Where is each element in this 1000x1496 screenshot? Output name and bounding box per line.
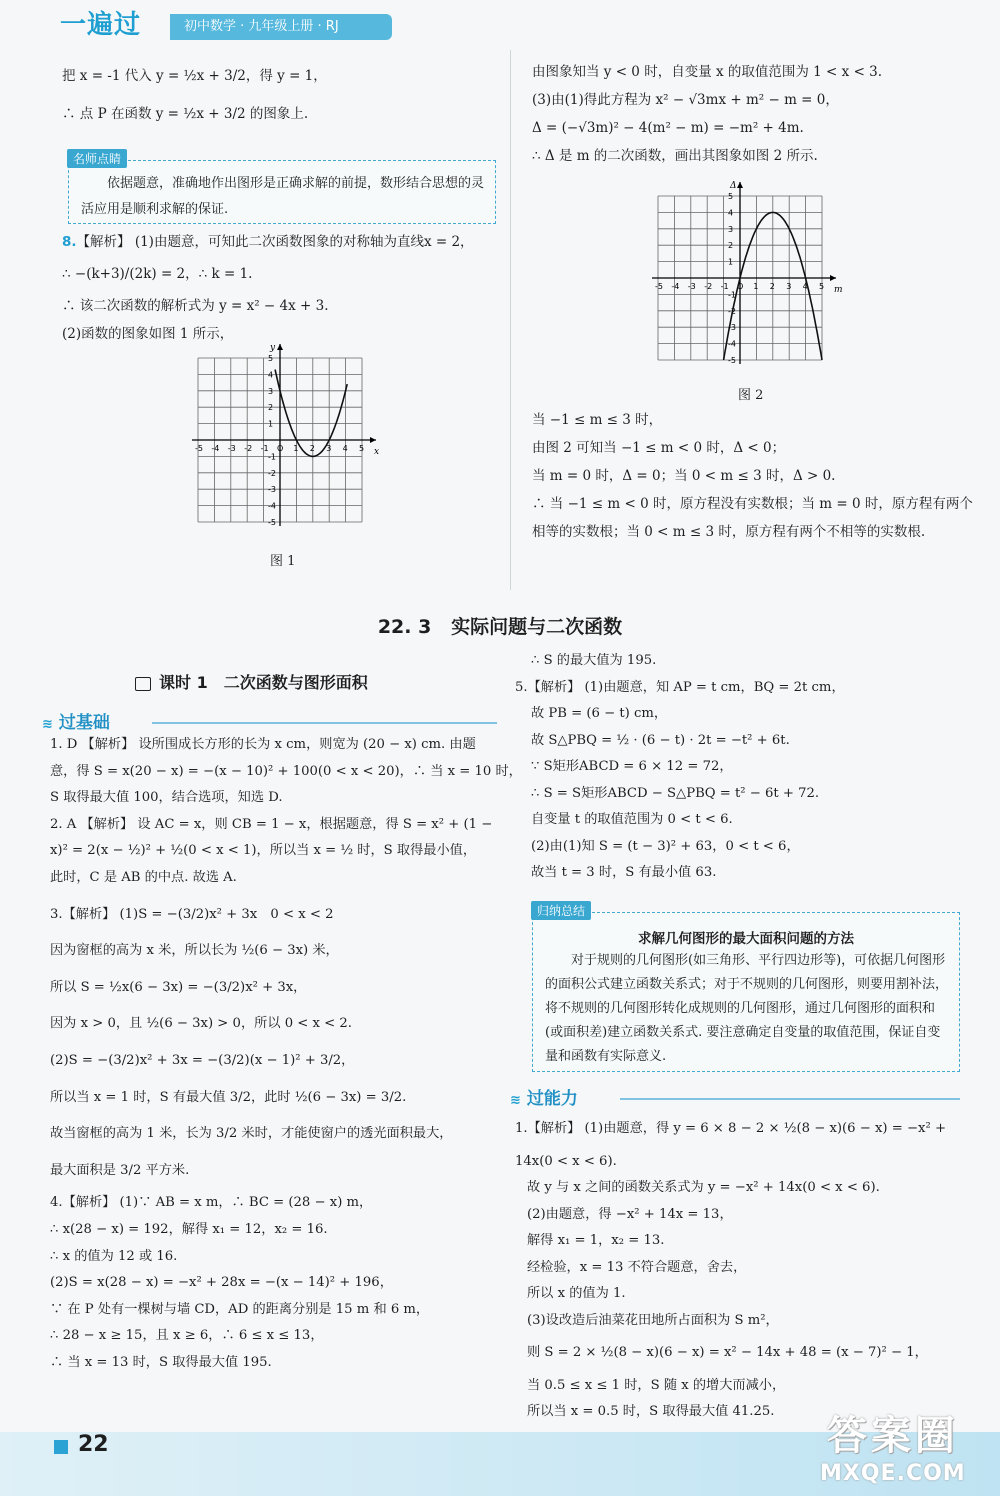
text-line: ∵ S矩形ABCD = 6 × 12 = 72， (531, 759, 733, 774)
y-tick-label: 5 (728, 192, 734, 201)
x-tick-label: 4 (342, 444, 348, 453)
y-axis-label: y (270, 343, 276, 353)
y-tick-label: 3 (268, 386, 274, 396)
y-tick-label: 1 (268, 419, 274, 429)
y-tick-label: 4 (268, 370, 274, 380)
text-line: ∴ 该二次函数的解析式为 y = x² − 4x + 3. (62, 298, 329, 314)
text-line: 相等的实数根；当 0 < m ≤ 3 时，原方程有两个不相等的实数根. (532, 524, 926, 540)
text-line: 所以当 x = 1 时，S 有最大值 3/2，此时 ½(6 − 3x) = 3/2. (50, 1089, 407, 1105)
text-line: 因为窗框的高为 x 米，所以长为 ½(6 − 3x) 米， (50, 943, 339, 959)
y-tick-label: -5 (728, 356, 736, 365)
text-line: (2)函数的图象如图 1 所示， (62, 326, 234, 342)
lesson-label: 课时 1 二次函数与图形面积 (159, 673, 368, 692)
y-tick-label: -2 (728, 306, 736, 316)
section-name: 实际问题与二次函数 (451, 616, 623, 638)
y-tick-label: -3 (728, 323, 736, 333)
x-tick-label: -3 (227, 444, 236, 453)
text-line: ∴ S 的最大值为 195. (531, 653, 657, 668)
text-line: ∴ x(28 − x) = 192，解得 x₁ = 12，x₂ = 16. (50, 1221, 328, 1237)
right-ability-text (515, 1116, 946, 1426)
ability-label: 过能力 (526, 1089, 578, 1109)
text-line: 自变量 t 的取值范围为 0 < t < 6. (531, 812, 733, 827)
x-tick-label: -5 (195, 444, 203, 453)
x-axis-label: x (374, 447, 380, 457)
text-line: 解得 x₁ = 1，x₂ = 13. (527, 1233, 665, 1248)
bar-line (620, 1098, 960, 1100)
page-number: 22 (78, 1432, 109, 1457)
x-tick-label: 5 (819, 282, 825, 291)
x-tick-label: -2 (704, 282, 713, 291)
right-top-text (532, 58, 882, 170)
basics-label: 过基础 (58, 713, 110, 733)
y-tick-label: -1 (728, 290, 736, 300)
y-tick-label: 4 (728, 208, 734, 218)
wave-icon: ≋ (510, 1093, 521, 1108)
y-tick-label: -3 (268, 485, 276, 495)
text-line: 【解析】 (1)由题意，可知此二次函数图象的对称轴为直线x = 2， (76, 234, 474, 250)
text-line: 2. A 【解析】 设 AC = x，则 CB = 1 − x，根据题意，得 S = x² + (1 − (50, 816, 493, 832)
left-bottom-text (50, 732, 522, 1376)
text-line: x)² = 2(x − ½)² + ½(0 < x < 1)，所以当 x = ½ 时，S 取得最小值， (50, 843, 477, 859)
x-tick-label: 1 (293, 444, 299, 453)
text-line: (3)设改造后油菜花田地所占面积为 S m²， (527, 1312, 779, 1328)
text-line: 最大面积是 3/2 平方米. (50, 1162, 190, 1178)
text-line: 故当 t = 3 时，S 有最小值 63. (531, 865, 717, 880)
y-axis-arrow (277, 344, 283, 350)
wave-icon: ≋ (42, 717, 53, 732)
text-line: 1. D 【解析】 设所围成长方形的长为 x cm，则宽为 (20 − x) cm. 由题 (50, 737, 476, 752)
tip-box-1 (68, 152, 496, 224)
text-line: 所以 x 的值为 1. (527, 1286, 626, 1301)
figure-2-chart (640, 178, 843, 378)
text-line: 14x(0 < x < 6). (515, 1153, 617, 1169)
text-line: (3)由(1)得此方程为 x² − √3mx + m² − m = 0， (532, 92, 839, 108)
book-banner: 初中数学 · 九年级上册 · RJ (170, 14, 392, 40)
text-line: 故 y 与 x 之间的函数关系式为 y = −x² + 14x(0 < x < 6). (527, 1180, 880, 1195)
text-line: 把 x = -1 代入 y = ½x + 3/2，得 y = 1， (62, 68, 327, 84)
right-bottom-text (515, 648, 845, 887)
y-tick-label: 2 (268, 403, 274, 413)
y-tick-label: -4 (728, 339, 736, 349)
x-tick-label: O (737, 282, 744, 291)
x-tick-label: -4 (211, 444, 220, 453)
tip-tag: 名师点睛 (67, 149, 127, 168)
text-line: 由图象知当 y < 0 时，自变量 x 的取值范围为 1 < x < 3. (532, 64, 883, 80)
text-line: 经检验，x = 13 不符合题意，舍去， (527, 1259, 747, 1275)
x-tick-label: O (277, 444, 284, 453)
header (0, 0, 1000, 42)
text-line: ∴ Δ 是 m 的二次函数，画出其图象如图 2 所示. (532, 148, 818, 164)
basics-bar (42, 708, 500, 732)
ability-bar (510, 1084, 962, 1108)
figure-1-chart (180, 340, 380, 540)
x-tick-label: -4 (671, 282, 680, 291)
tip-tag: 归纳总结 (531, 901, 591, 920)
x-tick-label: -5 (655, 282, 663, 291)
section-title (0, 612, 1000, 639)
text-line: S 取得最大值 100，结合选项，知选 D. (50, 790, 283, 806)
right-after-text (532, 406, 973, 546)
text-line: 故 S△PBQ = ½ · (6 − t) · 2t = −t² + 6t. (531, 732, 790, 748)
section-number: 22. 3 (377, 616, 432, 638)
x-axis-arrow (370, 437, 376, 443)
text-line: ∴ 当 −1 ≤ m < 0 时，原方程没有实数根；当 m = 0 时，原方程有两个 (532, 496, 973, 512)
x-tick-label: 1 (753, 282, 759, 291)
x-tick-label: 5 (359, 444, 365, 453)
bar-line (152, 722, 497, 724)
text-line: 意，得 S = x(20 − x) = −(x − 10)² + 100(0 < x < 20)，∴ 当 x = 10 时， (50, 763, 522, 779)
text-line: 当 0.5 ≤ x ≤ 1 时，S 随 x 的增大而减小， (527, 1377, 786, 1393)
text-line: 3.【解析】 (1)S = −(3/2)x² + 3x 0 < x < 2 (50, 906, 334, 922)
text-line: 则 S = 2 × ½(8 − x)(6 − x) = x² − 14x + 48 = (x − 7)² − 1， (527, 1345, 928, 1360)
x-tick-label: 3 (786, 282, 792, 291)
text-line: 当 m = 0 时，Δ = 0；当 0 < m ≤ 3 时，Δ > 0. (532, 468, 836, 484)
y-axis-label: Δ (730, 181, 737, 191)
x-tick-label: -1 (720, 282, 729, 291)
text-line: 当 −1 ≤ m ≤ 3 时， (532, 412, 663, 428)
y-tick-label: 3 (728, 224, 734, 234)
text-line: 因为 x > 0，且 ½(6 − 3x) > 0，所以 0 < x < 2. (50, 1016, 352, 1032)
watermark-url: MXQE.COM (820, 1461, 966, 1486)
x-axis-label: m (834, 285, 843, 295)
x-tick-label: 2 (309, 444, 315, 453)
x-tick-label: -1 (260, 444, 269, 453)
text-line: (2)S = −(3/2)x² + 3x = −(3/2)(x − 1)² + 3/2， (50, 1052, 355, 1068)
x-tick-label: 2 (769, 282, 775, 291)
text-line: ∴ 点 P 在函数 y = ½x + 3/2 的图象上. (62, 106, 309, 122)
x-tick-label: 4 (802, 282, 808, 291)
y-tick-label: -2 (268, 468, 276, 478)
page-marker (54, 1440, 68, 1454)
text-line: 所以当 x = 0.5 时，S 取得最大值 41.25. (527, 1404, 775, 1419)
tip-box-2 (532, 904, 960, 1072)
y-tick-label: 1 (728, 257, 734, 267)
tip-text: 对于规则的几何图形(如三角形、平行四边形等)，可依据几何图形的面积公式建立函数关系式；对于不规则的几何图形，则要用割补法，将不规则的几何图形转化成规则的几何图形，通过几何图形的面积和(或面积差)建立函数关系式. 要注意确定自变量的取值范围，保证自变量和函数有实际意义. (545, 953, 949, 1064)
x-tick-label: -2 (244, 444, 253, 453)
text-line: 1.【解析】 (1)由题意，得 y = 6 × 8 − 2 × ½(8 − x)(6 − x) = −x² + (515, 1121, 947, 1136)
lesson-icon (135, 677, 151, 691)
x-tick-label: 3 (326, 444, 332, 453)
text-line: 此时，C 是 AB 的中点. 故选 A. (50, 869, 237, 885)
text-line: 故当窗框的高为 1 米，长为 3/2 米时，才能使窗户的透光面积最大， (50, 1126, 453, 1142)
text-line: ∴ x 的值为 12 或 16. (50, 1248, 178, 1264)
text-line: (2)S = x(28 − x) = −x² + 28x = −(x − 14)² + 196， (50, 1275, 393, 1291)
text-line: ∴ −(k+3)/(2k) = 2，∴ k = 1. (62, 266, 253, 282)
question-8 (62, 228, 474, 348)
lesson-title (135, 670, 368, 693)
y-tick-label: -4 (268, 501, 276, 511)
brand-logo: 一遍过 (60, 10, 142, 40)
figure-1-caption: 图 1 (270, 554, 296, 569)
tip-title: 求解几何图形的最大面积问题的方法 (638, 931, 854, 947)
question-number: 8. (62, 234, 77, 250)
text-line: 故 PB = (6 − t) cm， (531, 706, 668, 721)
text-line: (2)由题意，得 −x² + 14x = 13， (527, 1206, 733, 1222)
column-divider (510, 50, 511, 590)
text-line: 5.【解析】 (1)由题意，知 AP = t cm，BQ = 2t cm， (515, 679, 845, 695)
text-line: ∴ 28 − x ≥ 15，且 x ≥ 6，∴ 6 ≤ x ≤ 13， (50, 1328, 324, 1344)
x-tick-label: -3 (687, 282, 696, 291)
text-line: 所以 S = ½x(6 − 3x) = −(3/2)x² + 3x， (50, 979, 307, 995)
y-tick-label: -1 (268, 452, 276, 462)
text-line: ∴ S = S矩形ABCD − S△PBQ = t² − 6t + 72. (531, 785, 820, 801)
y-tick-label: 5 (268, 354, 274, 363)
left-top-text (62, 62, 327, 128)
y-tick-label: 2 (728, 241, 734, 251)
y-tick-label: -5 (268, 518, 276, 527)
watermark-logo (820, 1404, 966, 1486)
text-line: 4.【解析】 (1)∵ AB = x m，∴ BC = (28 − x) m， (50, 1195, 373, 1211)
text-line: ∵ 在 P 处有一棵树与墙 CD，AD 的距离分别是 15 m 和 6 m， (50, 1301, 430, 1317)
x-axis-arrow (830, 275, 836, 281)
figure-2-caption: 图 2 (738, 388, 764, 403)
text-line: Δ = (−√3m)² − 4(m² − m) = −m² + 4m. (532, 120, 804, 136)
text-line: ∴ 当 x = 13 时，S 取得最大值 195. (50, 1354, 272, 1370)
watermark-text: 答案圈 (826, 1413, 959, 1459)
tip-text: 依据题意，准确地作出图形是正确求解的前提，数形结合思想的灵活应用是顺利求解的保证. (81, 176, 485, 217)
y-axis-arrow (737, 182, 743, 188)
text-line: (2)由(1)知 S = (t − 3)² + 63，0 < t < 6， (531, 838, 800, 854)
text-line: 由图 2 可知当 −1 ≤ m < 0 时，Δ < 0； (532, 440, 786, 456)
